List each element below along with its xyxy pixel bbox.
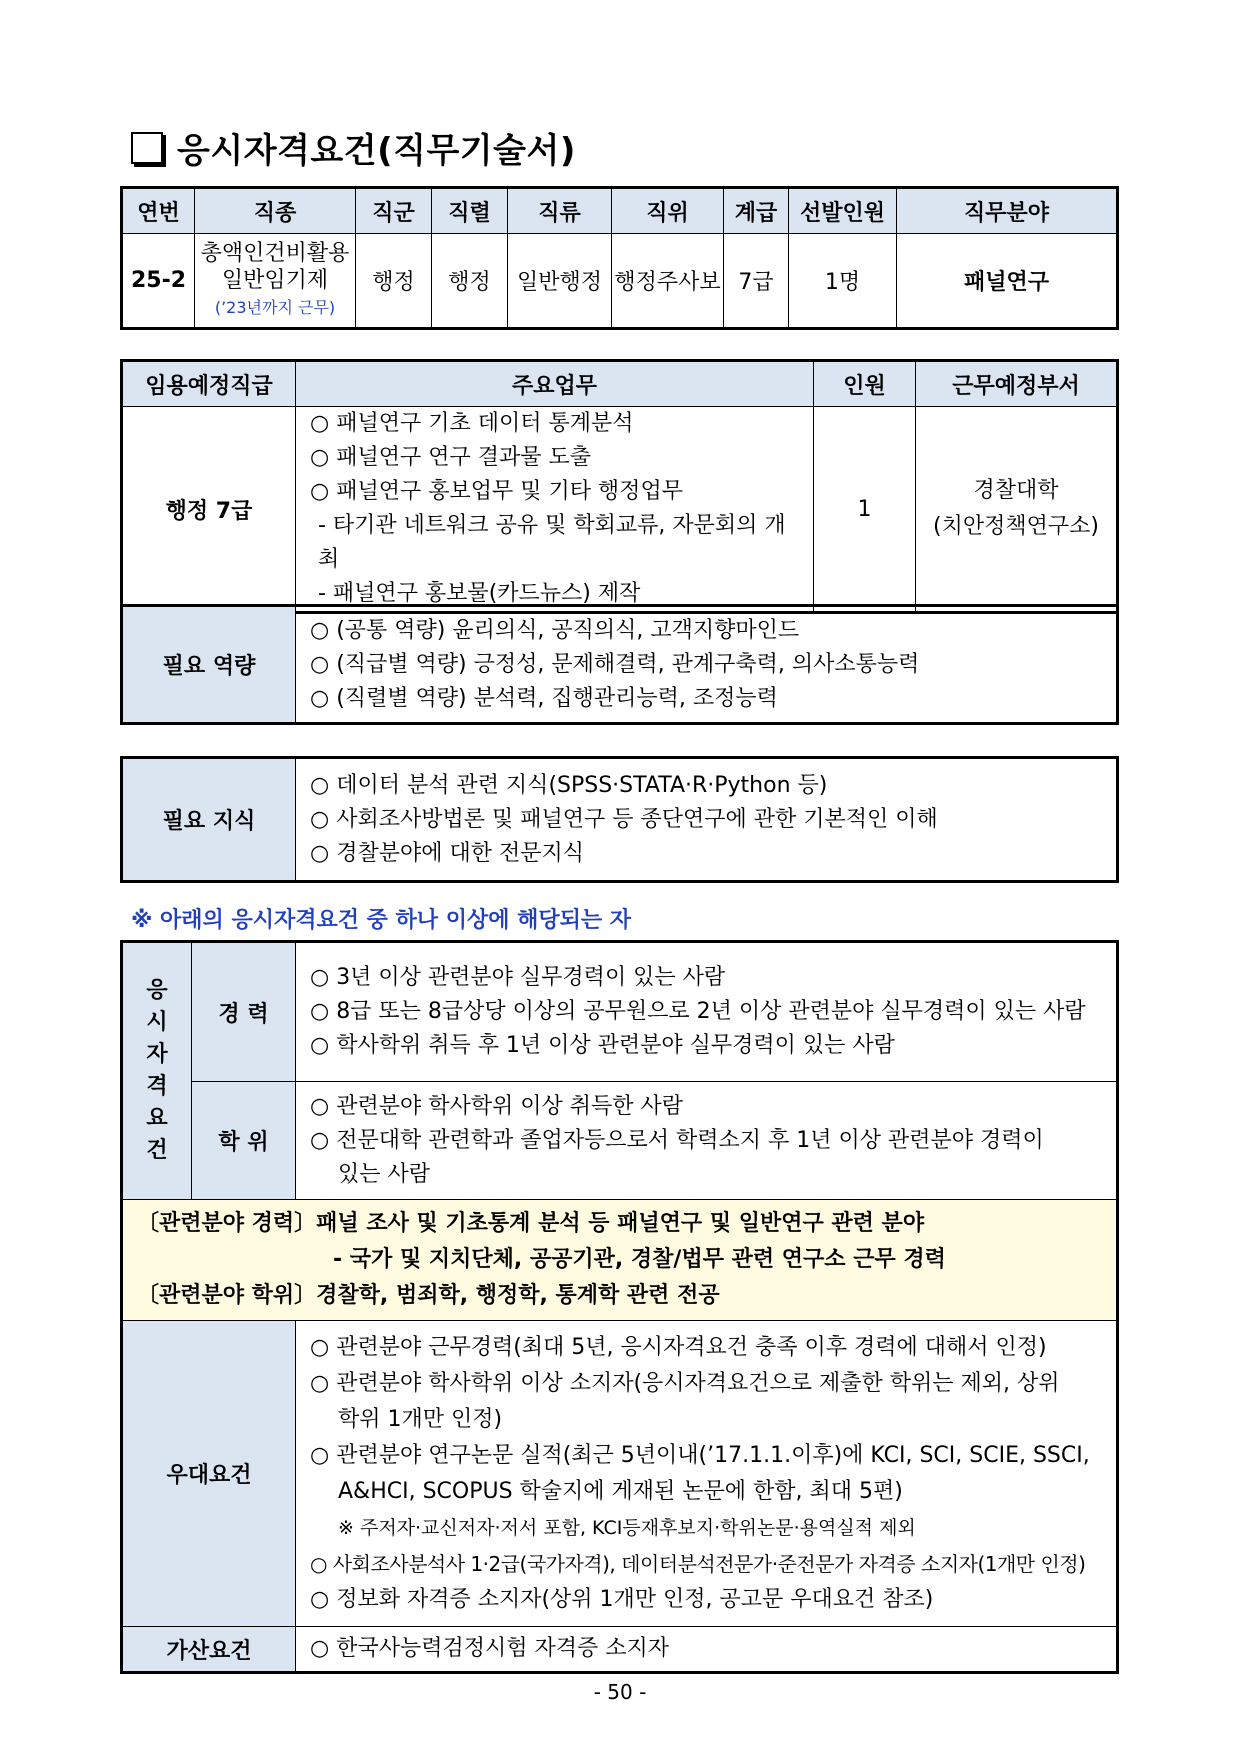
degree-item-continued: 있는 사람 — [338, 1161, 431, 1187]
header-field: 직무분야 — [897, 188, 1118, 234]
cell-no: 25-2 — [122, 234, 195, 329]
header-dept: 근무예정부서 — [916, 361, 1118, 407]
people-count: 1 — [814, 407, 916, 613]
preference-footnote: ※ 주저자·교신저자·저서 포함, KCI등재후보지·학위논문·용역실적 제외 — [338, 1516, 916, 1539]
cell-count: 1명 — [789, 234, 897, 329]
career-item: ○ 8급 또는 8급상당 이상의 공무원으로 2년 이상 관련분야 실무경력이 있는 사람 — [310, 999, 1086, 1024]
career-label: 경 력 — [192, 942, 296, 1082]
header-duties: 주요업무 — [296, 361, 814, 407]
preference-label: 우대요건 — [122, 1321, 296, 1627]
type-line1: 총액인건비활용 — [200, 241, 350, 266]
duty-item: ○ 패널연구 연구 결과물 도출 — [310, 445, 591, 470]
department — [916, 407, 1118, 613]
degree-label: 학 위 — [192, 1082, 296, 1200]
type-note: (’23년까지 근무) — [214, 298, 336, 317]
cell-type — [195, 234, 356, 329]
preference-item-continued: A&HCI, SCOPUS 학술지에 게재된 논문에 한함, 최대 5편) — [338, 1478, 903, 1504]
qualification-table — [120, 940, 1119, 1674]
header-appointment-grade: 임용예정직급 — [122, 361, 296, 407]
competency-item: ○ (공통 역량) 윤리의식, 공직의식, 고객지향마인드 — [310, 617, 800, 643]
header-grade: 계급 — [724, 188, 789, 234]
preference-item: ○ 사회조사분석사 1·2급(국가자격), 데이터분석전문가·준전문가 자격증 소지자(1개만 인정) — [310, 1551, 1086, 1576]
cell-class: 일반행정 — [508, 234, 612, 329]
header-position: 직위 — [612, 188, 724, 234]
related-field-box — [122, 1200, 1118, 1321]
related-degree-line: 〔관련분야 학위〕경찰학, 범죄학, 행정학, 통계학 관련 전공 — [137, 1283, 720, 1308]
page-title — [131, 123, 576, 172]
preference-item: ○ 관련분야 근무경력(최대 5년, 응시자격요건 충족 이후 경력에 대해서 인정) — [310, 1334, 1047, 1360]
dept-line2: (치안정책연구소) — [933, 514, 1099, 539]
bonus-label: 가산요건 — [122, 1627, 296, 1673]
competency-table — [120, 604, 1119, 725]
knowledge-list — [296, 758, 1118, 882]
competency-label: 필요 역량 — [122, 606, 296, 724]
competency-item: ○ (직급별 역량) 긍정성, 문제해결력, 관계구축력, 의사소통능력 — [310, 651, 920, 677]
duty-subitem: - 타기관 네트워크 공유 및 학회교류, 자문회의 개최 — [318, 513, 786, 572]
header-group: 직군 — [356, 188, 432, 234]
knowledge-item: ○ 데이터 분석 관련 지식(SPSS·STATA·R·Python 등) — [310, 772, 828, 798]
header-count: 선발인원 — [789, 188, 897, 234]
type-line2: 일반임기제 — [221, 268, 329, 293]
duty-item: ○ 패널연구 기초 데이터 통계분석 — [310, 411, 634, 436]
preference-item: ○ 관련분야 연구논문 실적(최근 5년이내(’17.1.1.이후)에 KCI, SCI, SCIE, SSCI, — [310, 1442, 1090, 1468]
qualification-note: ※ 아래의 응시자격요건 중 하나 이상에 해당되는 자 — [131, 908, 632, 933]
header-series: 직렬 — [432, 188, 508, 234]
degree-list — [296, 1082, 1118, 1200]
page-title-text: 응시자격요건(직무기술서) — [177, 131, 576, 171]
header-class: 직류 — [508, 188, 612, 234]
dept-line1: 경찰대학 — [973, 478, 1059, 503]
appointment-grade: 행정 7급 — [122, 407, 296, 613]
duty-item: ○ 패널연구 홍보업무 및 기타 행정업무 — [310, 479, 683, 504]
competency-item: ○ (직렬별 역량) 분석력, 집행관리능력, 조정능력 — [310, 685, 778, 711]
career-item: ○ 학사학위 취득 후 1년 이상 관련분야 실무경력이 있는 사람 — [310, 1033, 895, 1058]
preference-item-continued: 학위 1개만 인정) — [338, 1406, 503, 1432]
preference-item: ○ 관련분야 학사학위 이상 소지자(응시자격요건으로 제출한 학위는 제외, 상위 — [310, 1370, 1060, 1396]
position-table — [120, 186, 1119, 330]
cell-field: 패널연구 — [897, 234, 1118, 329]
duty-subitem: - 패널연구 홍보물(카드뉴스) 제작 — [318, 581, 641, 606]
degree-item: ○ 관련분야 학사학위 이상 취득한 사람 — [310, 1093, 683, 1119]
competency-list — [296, 606, 1118, 724]
knowledge-table — [120, 756, 1119, 883]
related-career-subline: - 국가 및 지치단체, 공공기관, 경찰/법무 관련 연구소 근무 경력 — [333, 1247, 946, 1272]
checkbox-square-icon — [131, 132, 163, 164]
cell-group: 행정 — [356, 234, 432, 329]
page-number: - 50 - — [593, 1680, 647, 1704]
cell-series: 행정 — [432, 234, 508, 329]
preference-item: ○ 정보화 자격증 소지자(상위 1개만 인정, 공고문 우대요건 참조) — [310, 1586, 934, 1612]
career-item: ○ 3년 이상 관련분야 실무경력이 있는 사람 — [310, 965, 726, 990]
preference-list — [296, 1321, 1118, 1627]
knowledge-item: ○ 사회조사방법론 및 패널연구 등 종단연구에 관한 기본적인 이해 — [310, 806, 938, 832]
related-career-line: 〔관련분야 경력〕패널 조사 및 기초통계 분석 등 패널연구 및 일반연구 관련 분야 — [137, 1211, 925, 1236]
qualification-side-label: 응 시 자 격 요 건 — [122, 942, 192, 1200]
knowledge-item: ○ 경찰분야에 대한 전문지식 — [310, 840, 584, 866]
duties-table — [120, 359, 1119, 614]
cell-position: 행정주사보 — [612, 234, 724, 329]
cell-grade: 7급 — [724, 234, 789, 329]
header-no: 연번 — [122, 188, 195, 234]
degree-item: ○ 전문대학 관련학과 졸업자등으로서 학력소지 후 1년 이상 관련분야 경력이 — [310, 1127, 1044, 1153]
career-list — [296, 942, 1118, 1082]
header-type: 직종 — [195, 188, 356, 234]
knowledge-label: 필요 지식 — [122, 758, 296, 882]
header-people: 인원 — [814, 361, 916, 407]
duties-list — [296, 407, 814, 613]
bonus-item: ○ 한국사능력검정시험 자격증 소지자 — [296, 1627, 1118, 1673]
